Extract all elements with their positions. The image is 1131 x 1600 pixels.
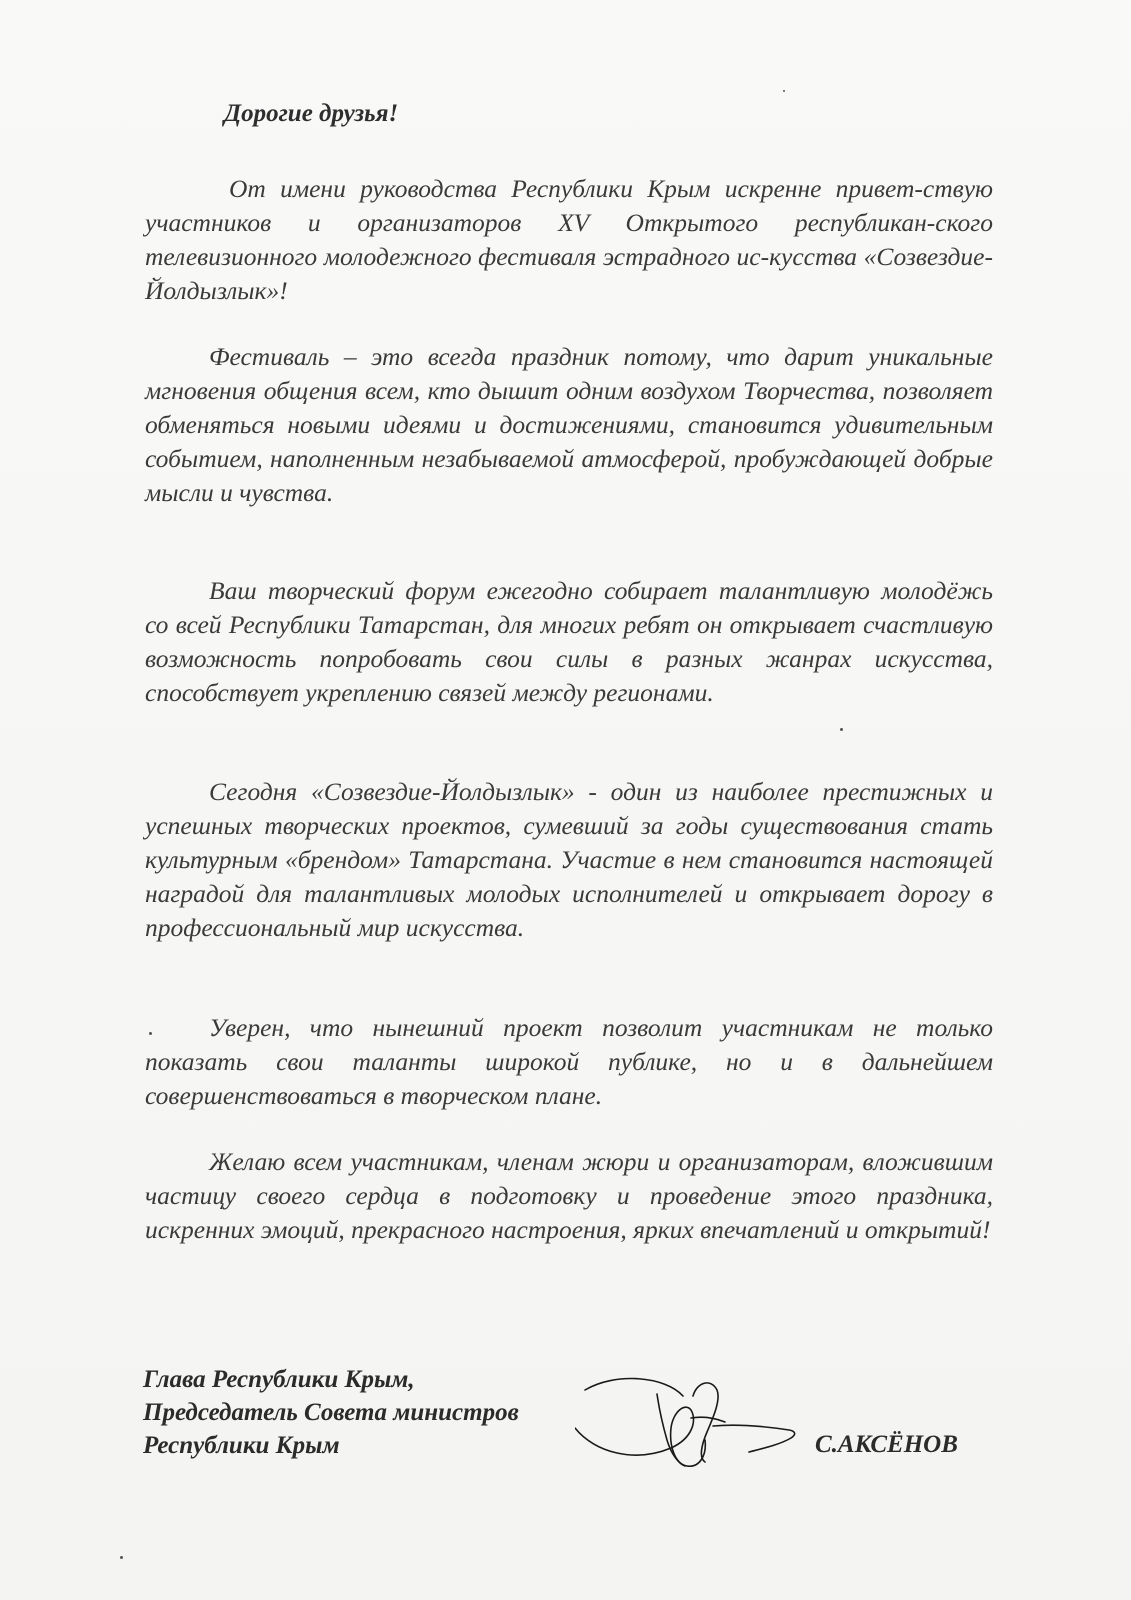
paper-speck [840,728,843,731]
paragraph-wishes: Желаю всем участникам, членам жюри и организаторам, вложившим частицу своего сердца в подготовку и проведение этого праздника, искренних эмоций, прекрасного настроения, ярких впечатлений и открытий! [145,1147,993,1244]
paper-speck [149,1032,152,1035]
paragraph-today: Сегодня «Созвездие-Йолдызлык» - один из наиболее престижных и успешных творческих проектов, сумевший за годы существования стать культурным «брендом» Татарстана. Участие в нем становится настоящей наградой для талантливых молодых исполнителей и открывает дорогу в профессиональный мир искусства. [145,777,993,942]
signatory-title-line: Председатель Совета министров [143,1399,519,1426]
paragraph-festival: Фестиваль – это всегда праздник потому, что дарит уникальные мгновения общения всем, кто дышит одним воздухом Творчества, позволяет обменяться новыми идеями и достижениями, становится удивительным событием, наполненным незабываемой атмосферой, пробуждающей добрые мысли и чувства. [145,342,993,507]
signatory-name: С.АКСЁНОВ [815,1431,958,1458]
signatory-title-line: Глава Республики Крым, [143,1366,415,1393]
paragraph-confidence: Уверен, что нынешний проект позволит участникам не только показать свои таланты широкой публике, но и в дальнейшем совершенствоваться в творческом плане. [145,1013,993,1110]
paragraph-welcome: От имени руководства Республики Крым искренне привет-ствую участников и организаторов XV Открытого республикан-ского телевизионного молодежного фестиваля эстрадного ис-кусства «Созвездие-Йолдызлык»! [145,174,993,305]
signatory-title-line: Республики Крым [143,1432,340,1459]
signatory-title [143,1363,519,1462]
paper-speck [783,90,785,92]
handwritten-signature [575,1368,805,1478]
paper-speck [120,1556,123,1559]
paragraph-forum: Ваш творческий форум ежегодно собирает талантливую молодёжь со всей Республики Татарстан, для многих ребят он открывает счастливую возможность попробовать свои силы в разных жанрах искусства, способствует укреплению связей между регионами. [145,576,993,707]
greeting: Дорогие друзья! [224,100,399,127]
